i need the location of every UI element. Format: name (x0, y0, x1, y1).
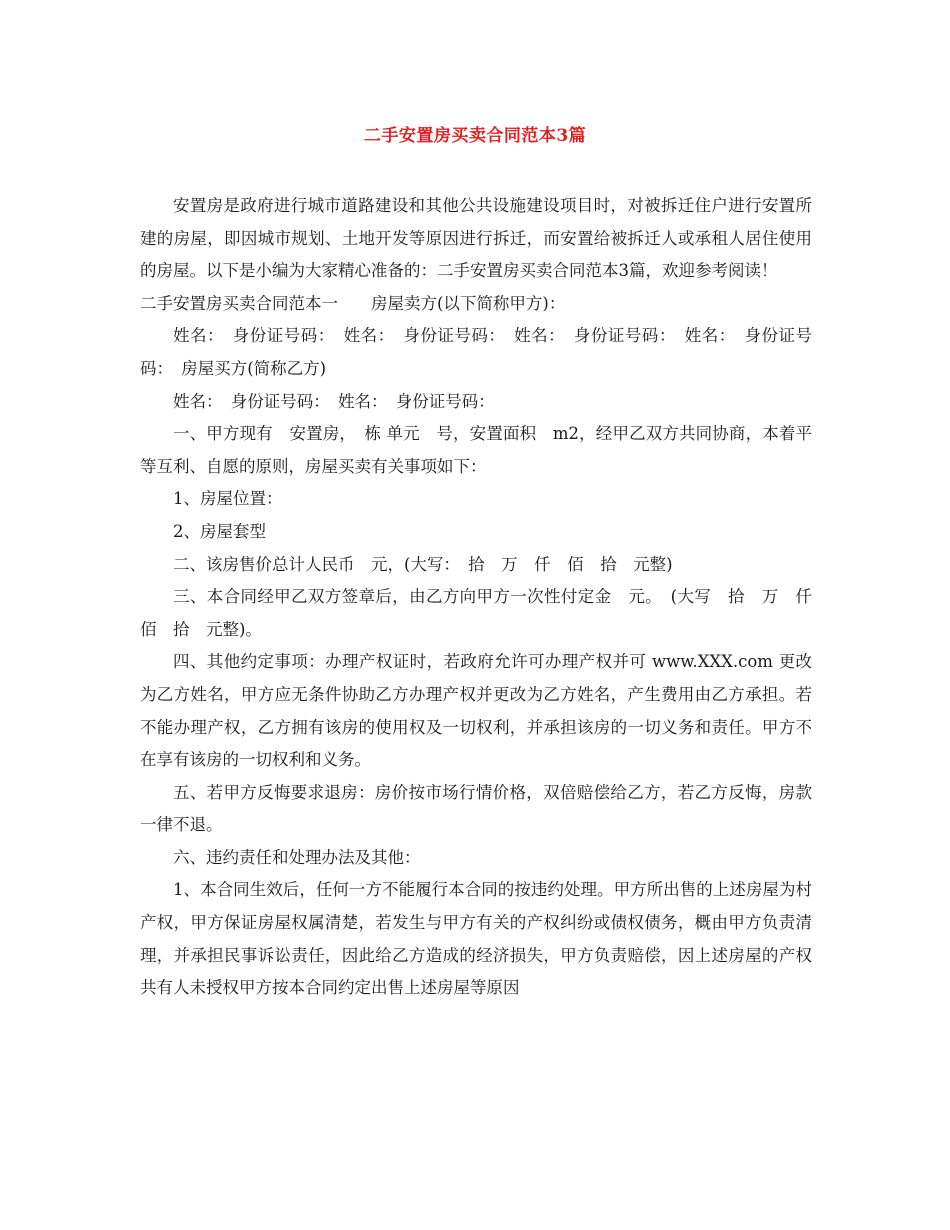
clause-1: 一、甲方现有 安置房， 栋 单元 号，安置面积 m2，经甲乙双方共同协商，本着平等互利、自愿的原则，房屋买卖有关事项如下： (140, 424, 812, 476)
clause-5: 五、若甲方反悔要求退房：房价按市场行情价格，双倍赔偿给乙方，若乙方反悔，房款一律不退。 (140, 782, 812, 835)
contract-heading-seller: 二手安置房买卖合同范本一 房屋卖方(以下简称甲方)： (140, 293, 566, 313)
document-title: 二手安置房买卖合同范本3篇 (363, 126, 587, 146)
clause-2: 二、该房售价总计人民币 元，(大写： 拾 万 仟 佰 拾 元整) (173, 554, 673, 574)
buyer-identity-fields: 姓名： 身份证号码： 姓名： 身份证号码： (173, 391, 495, 411)
clause-4: 四、其他约定事项：办理产权证时，若政府允许可办理产权并可 www.XXX.com 更改为乙方姓名，甲方应无条件协助乙方办理产权并更改为乙方姓名，产生费用由乙方承担。若不能办理产权，乙方拥有该房的使用权及一切权利，并承担该房的一切义务和责任。甲方不在享有该房的一切权利和义务。 (140, 652, 812, 770)
clause-6-item-1: 1、本合同生效后，任何一方不能履行本合同的按违约处理。甲方所出售的上述房屋为村产权，甲方保证房屋权属清楚，若发生与甲方有关的产权纠纷或债权债务，概由甲方负责清理，并承担民事诉讼责任，因此给乙方造成的经济损失，甲方负责赔偿，因上述房屋的产权共有人未授权甲方按本合同约定出售上述房屋等原因 (140, 880, 812, 998)
clause-1-item-1: 1、房屋位置： (173, 489, 283, 509)
clause-1-item-2: 2、房屋套型 (173, 521, 266, 541)
intro-paragraph: 安置房是政府进行城市道路建设和其他公共设施建设项目时，对被拆迁住户进行安置所建的房屋，即因城市规划、土地开发等原因进行拆迁，而安置给被拆迁人或承租人居住使用的房屋。以下是小编为大家精心准备的：二手安置房买卖合同范本3篇，欢迎参考阅读！ (140, 196, 812, 281)
clause-6: 六、违约责任和处理办法及其他： (173, 847, 421, 867)
seller-identity-fields: 姓名： 身份证号码： 姓名： 身份证号码： 姓名： 身份证号码： 姓名： 身份证号码： 房屋买方(简称乙方) (140, 326, 812, 378)
document-body (140, 190, 829, 1005)
clause-3: 三、本合同经甲乙双方签章后，由乙方向甲方一次性付定金 元。 (大写 拾 万 仟 佰 拾 元整)。 (140, 587, 829, 639)
